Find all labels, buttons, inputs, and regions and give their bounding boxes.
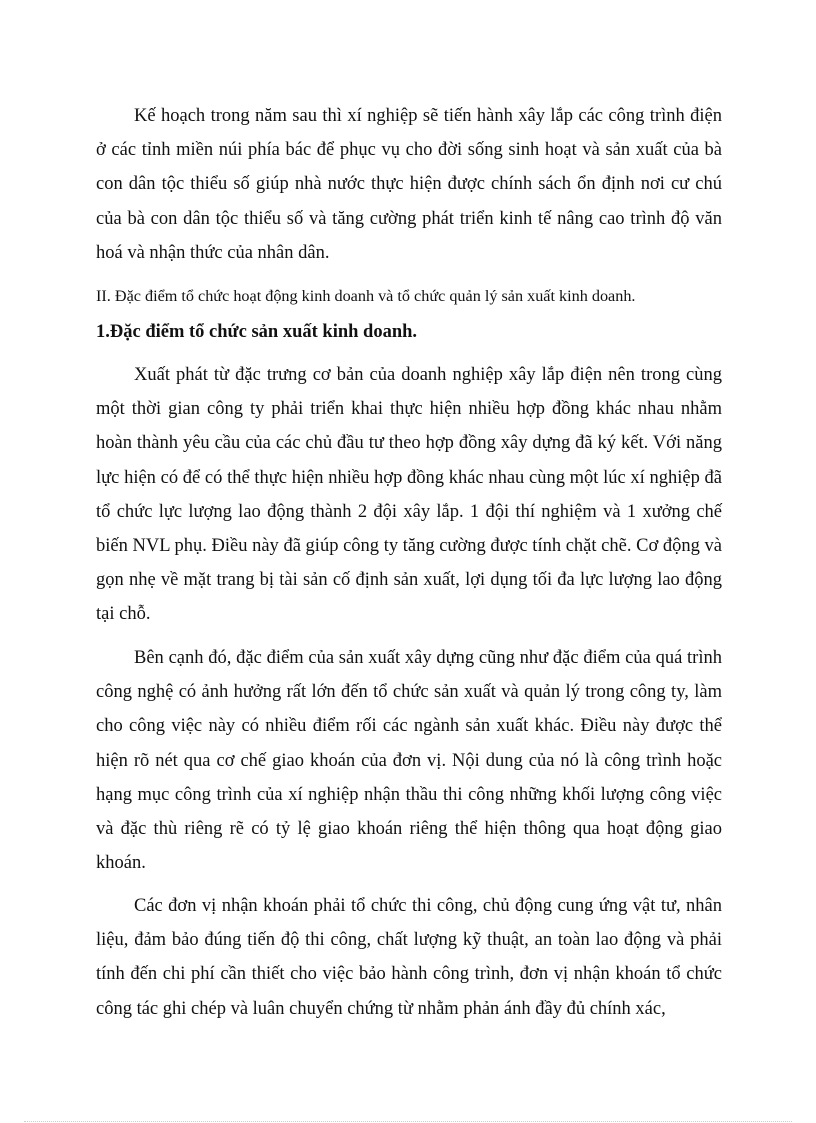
subsection-heading: 1.Đặc điểm tổ chức sản xuất kinh doanh. (96, 322, 418, 342)
page-footer-divider (24, 1121, 792, 1122)
paragraph-plan: Kế hoạch trong năm sau thì xí nghiệp sẽ tiến hành xây lắp các công trình điện ở các tỉnh miền núi phía bác để phục vụ cho đời sống sinh hoạt và sản xuất của bà con dân tộc thiểu số giúp nhà nước thực hiện được chính sách ổn định nơi cư chú của bà con dân tộc thiểu số và tăng cường phát triển kinh tế nâng cao trình độ văn hoá và nhận thức của nhân dân. (96, 106, 722, 263)
section-heading: II. Đặc điểm tổ chức hoạt động kinh doanh và tổ chức quản lý sản xuất kinh doanh. (96, 287, 636, 305)
paragraph-characteristics: Bên cạnh đó, đặc điểm của sản xuất xây dựng cũng như đặc điểm của quá trình công nghệ có ảnh hưởng rất lớn đến tổ chức sản xuất và quản lý trong công ty, làm cho công việc này có nhiều điểm rối các ngành sản xuất khác. Điều này được thể hiện rõ nét qua cơ chế giao khoán của đơn vị. Nội dung của nó là công trình hoặc hạng mục công trình của xí nghiệp nhận thầu thi công những khối lượng công việc và đặc thù riêng rẽ có tỷ lệ giao khoán riêng thể hiện thông qua hoạt động giao khoán. (96, 648, 722, 874)
paragraph-production: Xuất phát từ đặc trưng cơ bản của doanh nghiệp xây lắp điện nên trong cùng một thời gian công ty phải triển khai thực hiện nhiều hợp đồng khác nhau nhằm hoàn thành yêu cầu của các chủ đầu tư theo hợp đồng xây dựng đã ký kết. Với năng lực hiện có để có thể thực hiện nhiều hợp đồng khác nhau cùng một lúc xí nghiệp đã tổ chức lực lượng lao động thành 2 đội xây lắp. 1 đội thí nghiệm và 1 xưởng chế biến NVL phụ. Điều này đã giúp công ty tăng cường được tính chặt chẽ. Cơ động và gọn nhẹ về mặt trang bị tài sản cố định sản xuất, lợi dụng tối đa lực lượng lao động tại chỗ. (96, 365, 722, 625)
paragraph-contract-units: Các đơn vị nhận khoán phải tổ chức thi công, chủ động cung ứng vật tư, nhân liệu, đảm bảo đúng tiến độ thi công, chất lượng kỹ thuật, an toàn lao động và phải tính đến chi phí cần thiết cho việc bảo hành công trình, đơn vị nhận khoán tổ chức công tác ghi chép và luân chuyển chứng từ nhằm phản ánh đầy đủ chính xác, (96, 896, 722, 1019)
